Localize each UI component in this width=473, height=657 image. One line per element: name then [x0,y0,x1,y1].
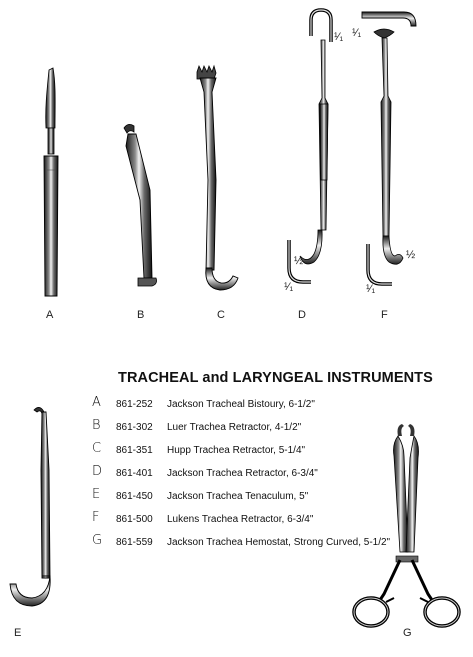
item-code: 861-401 [116,468,153,479]
item-name: Luer Trachea Retractor, 4-1/2" [167,422,302,433]
figure-letter-a: A [46,309,54,321]
list-item [92,465,472,488]
instrument-b-drawing [124,124,157,286]
list-item [92,511,472,534]
item-code: 861-302 [116,422,153,433]
item-name: Hupp Trachea Retractor, 5-1/4" [167,445,306,456]
item-name: Jackson Trachea Hemostat, Strong Curved, 5-1/2" [167,537,391,548]
list-item [92,534,472,557]
item-letter: G [92,533,103,548]
figure-letter-c: C [217,309,225,321]
item-name: Jackson Trachea Tenaculum, 5" [167,491,309,502]
item-letter: B [92,418,101,433]
item-letter: D [92,464,103,479]
figure-letter-e: E [14,627,22,639]
instrument-list [92,396,472,557]
figure-letter-g: G [403,627,412,639]
item-code: 861-559 [116,537,153,548]
item-code: 861-500 [116,514,153,525]
figure-letter-f: F [381,309,388,321]
item-letter: C [92,441,102,456]
instrument-e-drawing [10,407,50,606]
item-code: 861-351 [116,445,153,456]
item-code: 861-450 [116,491,153,502]
instrument-f-drawing [362,12,416,284]
fraction-f-top: ¹⁄₁ [352,27,362,39]
catalog-heading: TRACHEAL and LARYNGEAL INSTRUMENTS [118,370,433,386]
list-item [92,488,472,511]
item-name: Lukens Trachea Retractor, 6-3/4" [167,514,314,525]
item-letter: F [92,510,100,525]
figure-letter-b: B [137,309,145,321]
list-item [92,396,472,419]
item-code: 861-252 [116,399,153,410]
instrument-c-drawing [197,66,238,290]
item-name: Jackson Trachea Retractor, 6-3/4" [167,468,318,479]
fraction-d-half: ½ [294,255,304,267]
fraction-d-top: ¹⁄₁ [334,31,344,43]
fraction-f-full: ¹⁄₁ [366,283,376,295]
item-letter: A [92,395,101,410]
instrument-d-drawing [289,10,331,282]
list-item [92,442,472,465]
fraction-f-half: ½ [406,249,416,261]
instrument-a-drawing [44,68,58,296]
fraction-d-full: ¹⁄₁ [284,281,294,293]
item-name: Jackson Tracheal Bistoury, 6-1/2" [167,399,315,410]
figure-letter-d: D [298,309,306,321]
item-letter: E [92,487,101,502]
list-item [92,419,472,442]
